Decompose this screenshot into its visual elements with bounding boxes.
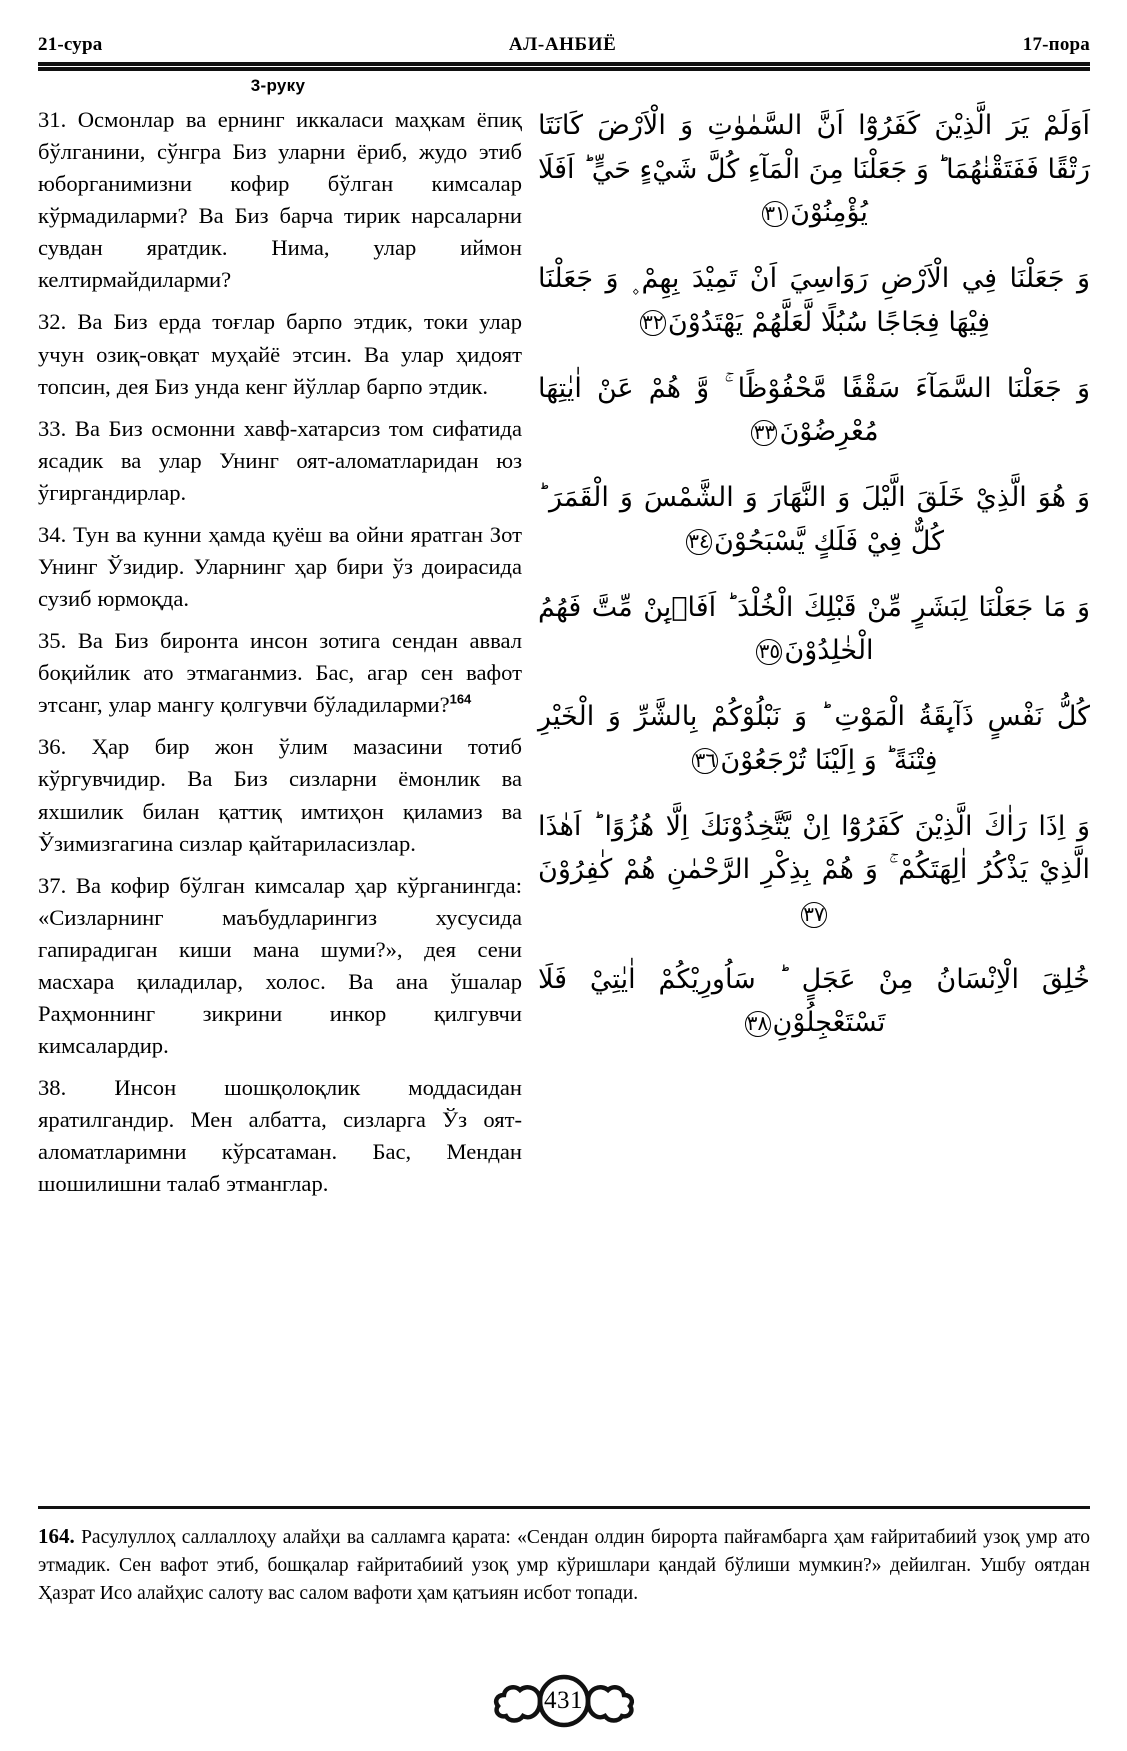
- verse-paragraph: [38, 413, 522, 509]
- verse-text: Ва кофир бўлган кимсалар ҳар кўрганингда: «Сизларнинг маъбудларингиз хусусида гапирадиган киши мана шуми?», дея сени масхара қиладилар, холос. Ва ана ўшалар Раҳмоннинг зикрини инкор қилгувчи кимсалардир.: [38, 872, 522, 1059]
- verse-number: 32.: [38, 309, 67, 335]
- ayah-text: وَ هُوَ الَّذِيْ خَلَقَ الَّيْلَ وَ النَّهَارَ وَ الشَّمْسَ وَ الْقَمَرَ ؕ كُلٌّ فِيْ فَلَكٍ يَّسْبَحُوْنَ: [538, 482, 1090, 557]
- header-surah-label: 21-сура: [38, 34, 103, 55]
- footnote-reference-marker[interactable]: 164: [449, 691, 472, 707]
- verse-number: 34.: [38, 521, 67, 547]
- footnote-number: 164.: [38, 1524, 75, 1548]
- ayah-number-marker: ٣٢: [640, 310, 666, 336]
- verse-text: Ва Биз осмонни хавф-хатарсиз том сифатида ясадик ва улар Унинг оят-аломатларидан юз ўгиргандирлар.: [38, 415, 523, 505]
- ayah-block: [538, 104, 1090, 235]
- verse-text: Ва Биз биронта инсон зотига сендан аввал боқийлик ато этмаганмиз. Бас, агар сен вафот этсанг, улар мангу қолгувчи бўладиларми?: [38, 628, 523, 718]
- verse-text: Ва Биз ерда тоғлар барпо этдик, токи улар учун озиқ-овқат муҳайё этсин. Ва улар ҳидоят топсин, дея Биз унда кенг йўллар барпо этдик.: [38, 309, 522, 399]
- ayah-text: وَ اِذَا رَاٰكَ الَّذِيْنَ كَفَرُوْٓا اِنْ يَّتَّخِذُوْنَكَ اِلَّا هُزُوًا ؕ اَهٰذَا الَّذِيْ يَذْكُرُ اٰلِهَتَكُمْ ۚ وَ هُمْ بِذِكْرِ الرَّحْمٰنِ هُمْ كٰفِرُوْنَ: [538, 810, 1090, 886]
- footnote-text: Расулуллоҳ саллаллоҳу алайҳи ва салламга қарата: «Сендан олдин бирорта пайғамбарга ҳам ғайритабиий узоқ умр ато этмадик. Сен вафот этиб, бошқалар ғайритабиий узоқ умр кўришлари қандай бўлиши мумкин?» дейилган. Ушбу оятдан Ҳазрат Исо алайҳис салоту вас салом вафоти ҳам қатъиян исбот топади.: [38, 1527, 1090, 1604]
- header-divider: [38, 62, 1090, 71]
- ayah-block: [538, 958, 1090, 1045]
- footnote-divider: [38, 1506, 1090, 1509]
- header-surah-title: АЛ-АНБИЁ: [508, 34, 617, 55]
- footnote-block: [38, 1522, 1090, 1607]
- verse-paragraph: [38, 1072, 522, 1200]
- verse-number: 33.: [38, 415, 67, 441]
- verse-paragraph: [38, 104, 522, 296]
- ruku-heading: 3-руку: [250, 76, 306, 95]
- header-juz-label: 17-пора: [1022, 34, 1090, 55]
- verse-number: 37.: [38, 872, 67, 898]
- verse-paragraph: [38, 625, 522, 721]
- page-number: 431: [544, 1687, 583, 1714]
- ayah-text: وَ جَعَلْنَا فِي الْاَرْضِ رَوَاسِيَ اَنْ تَمِيْدَ بِهِمْ ۪ وَ جَعَلْنَا فِيْهَا فِجَاجًا سُبُلًا لَّعَلَّهُمْ يَهْتَدُوْنَ: [538, 263, 1090, 338]
- ayah-block: [538, 367, 1090, 454]
- verse-text: Ҳар бир жон ўлим мазасини тотиб кўргувчидир. Ва Биз сизларни ёмонлик ва яхшилик билан қаттиқ имтиҳон қиламиз ва Ўзимизгагина сизлар қайтариласизлар.: [38, 734, 523, 856]
- ayah-block: [538, 695, 1090, 782]
- ayah-text: خُلِقَ الْاِنْسَانُ مِنْ عَجَلٍ ؕ سَاُورِيْكُمْ اٰيٰتِيْ فَلَا تَسْتَعْجِلُوْنِ: [538, 963, 1090, 1039]
- arabic-column: [538, 104, 1090, 1045]
- ayah-number-marker: ٣٦: [692, 748, 718, 774]
- ayah-text: اَوَلَمْ يَرَ الَّذِيْنَ كَفَرُوْٓا اَنَّ السَّمٰوٰتِ وَ الْاَرْضَ كَانَتَا رَتْقًا فَفَتَقْنٰهُمَا ؕ وَ جَعَلْنَا مِنَ الْمَآءِ كُلَّ شَيْءٍ حَيٍّ ؕ اَفَلَا يُؤْمِنُوْنَ: [538, 110, 1090, 229]
- verse-text: Тун ва кунни ҳамда қуёш ва ойни яратган Зот Унинг Ўзидир. Уларнинг ҳар бири ўз доирасида сузиб юрмоқда.: [38, 521, 522, 612]
- verse-number: 38.: [38, 1075, 67, 1101]
- ayah-number-marker: ٣٨: [745, 1011, 771, 1037]
- ayah-number-marker: ٣٧: [801, 902, 827, 928]
- verse-paragraph: [38, 519, 522, 615]
- ayah-text: وَ مَا جَعَلْنَا لِبَشَرٍ مِّنْ قَبْلِكَ الْخُلْدَ ؕ اَفَا۟ىِٕنْ مِّتَّ فَهُمُ الْخٰلِدُوْنَ: [538, 591, 1090, 667]
- running-header: [38, 34, 1090, 56]
- body-columns: [38, 104, 1090, 1334]
- ayah-block: [538, 805, 1090, 936]
- verse-paragraph: [38, 306, 522, 402]
- verse-text: Инсон шошқолоқлик моддасидан яратилгандир. Мен албатта, сизларга Ўз оят-аломатларимни кўрсатаман. Бас, Мендан шошилишни талаб этманглар.: [38, 1075, 522, 1197]
- ayah-number-marker: ٣٥: [756, 639, 782, 665]
- ayah-block: [538, 586, 1090, 673]
- ayah-block: [538, 257, 1090, 344]
- ayah-text: وَ جَعَلْنَا السَّمَآءَ سَقْفًا مَّحْفُوْظًا ۚ وَّ هُمْ عَنْ اٰيٰتِهَا مُعْرِضُوْنَ: [538, 372, 1090, 448]
- ayah-text: كُلُّ نَفْسٍ ذَآىِٕقَةُ الْمَوْتِ ؕ وَ نَبْلُوْكُمْ بِالشَّرِّ وَ الْخَيْرِ فِتْنَةً ؕ وَ اِلَيْنَا تُرْجَعُوْنَ: [538, 701, 1090, 776]
- verse-number: 31.: [38, 107, 67, 132]
- translation-column: [38, 104, 522, 1201]
- verse-paragraph: [38, 731, 522, 859]
- ayah-number-marker: ٣٤: [686, 529, 712, 555]
- verse-paragraph: [38, 870, 522, 1062]
- ayah-number-marker: ٣١: [762, 201, 788, 227]
- page-number-ornament-icon: [471, 1672, 657, 1730]
- verse-number: 35.: [38, 628, 67, 654]
- verse-number: 36.: [38, 734, 67, 760]
- ayah-number-marker: ٣٣: [751, 420, 777, 446]
- ayah-block: [538, 476, 1090, 563]
- page-number-area: [0, 1672, 1127, 1730]
- verse-text: Осмонлар ва ернинг иккаласи маҳкам ёпиқ бўлганини, сўнгра Биз уларни ёриб, жудо этиб юборганимизни кофир бўлган кимсалар кўрмадиларми? Ва Биз барча тирик нарсаларни сувдан яратдик. Нима, улар иймон келтирмайдиларми?: [38, 107, 522, 293]
